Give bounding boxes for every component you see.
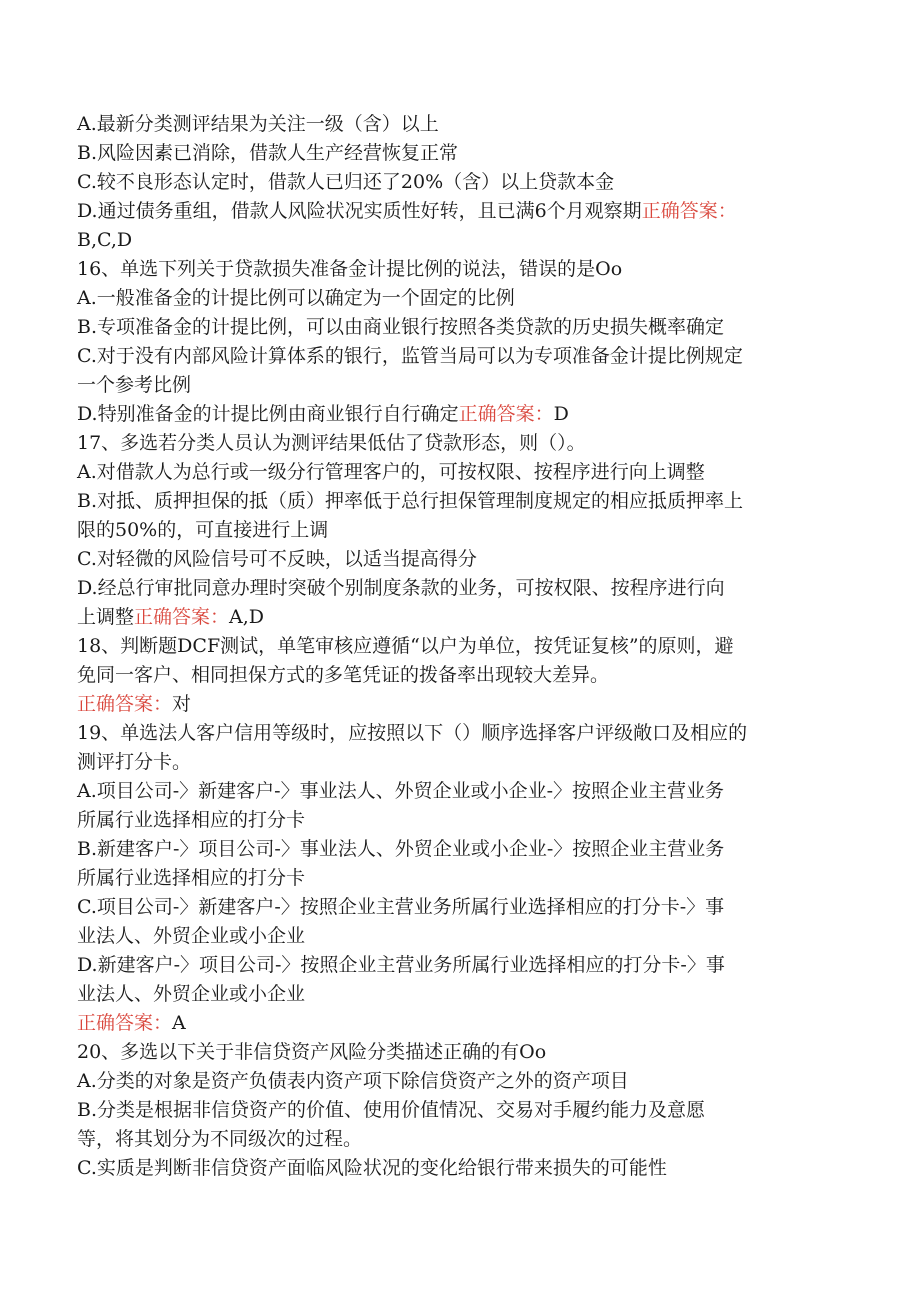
line-text: C.对轻微的风险信号可不反映，以适当提高得分 — [77, 548, 477, 570]
line-text: 一个参考比例 — [77, 374, 192, 396]
line-text: A.最新分类测评结果为关注一级（含）以上 — [77, 113, 439, 135]
document-body — [77, 110, 847, 1183]
text-line — [77, 922, 847, 951]
line-text: 20、多选以下关于非信贷资产风险分类描述正确的有Oo — [77, 1041, 547, 1063]
text-line — [77, 603, 847, 632]
answer-label: 正确答案： — [458, 403, 554, 425]
line-text: 免同一客户、相同担保方式的多笔凭证的拨备率出现较大差异。 — [77, 664, 610, 686]
text-line — [77, 429, 847, 458]
text-line — [77, 545, 847, 574]
line-text: B.风险因素已消除，借款人生产经营恢复正常 — [77, 142, 459, 164]
line-text: 17、多选若分类人员认为测评结果低估了贷款形态，则（）。 — [77, 432, 586, 454]
line-text: B.新建客户-〉项目公司-〉事业法人、外贸企业或小企业-〉按照企业主营业务 — [77, 838, 725, 860]
answer-value: A — [172, 1012, 186, 1034]
text-line — [77, 226, 847, 255]
answer-label: 正确答案： — [134, 606, 230, 628]
text-line — [77, 197, 847, 226]
text-line — [77, 1067, 847, 1096]
line-text: B.对抵、质押担保的抵（质）押率低于总行担保管理制度规定的相应抵质押率上 — [77, 490, 744, 512]
line-text: 所属行业选择相应的打分卡 — [77, 809, 306, 831]
text-line — [77, 371, 847, 400]
line-text: A.对借款人为总行或一级分行管理客户的，可按权限、按程序进行向上调整 — [77, 461, 705, 483]
text-line — [77, 690, 847, 719]
line-text: 上调整 — [77, 606, 135, 628]
text-line — [77, 835, 847, 864]
text-line — [77, 574, 847, 603]
text-line — [77, 168, 847, 197]
text-line — [77, 1125, 847, 1154]
line-text: C.项目公司-〉新建客户-〉按照企业主营业务所属行业选择相应的打分卡-〉事 — [77, 896, 725, 918]
line-text: 测评打分卡。 — [77, 751, 192, 773]
line-text: A.一般准备金的计提比例可以确定为一个固定的比例 — [77, 287, 515, 309]
text-line — [77, 400, 847, 429]
text-line — [77, 1154, 847, 1183]
line-text: B.专项准备金的计提比例，可以由商业银行按照各类贷款的历史损失概率确定 — [77, 316, 725, 338]
text-line — [77, 342, 847, 371]
line-text: A.项目公司-〉新建客户-〉事业法人、外贸企业或小企业-〉按照企业主营业务 — [77, 780, 725, 802]
text-line — [77, 719, 847, 748]
text-line — [77, 1096, 847, 1125]
line-text: 18、判断题DCF测试，单笔审核应遵循“以户为单位，按凭证复核”的原则，避 — [77, 635, 734, 657]
text-line — [77, 313, 847, 342]
answer-label: 正确答案： — [641, 200, 737, 222]
text-line — [77, 980, 847, 1009]
text-line — [77, 893, 847, 922]
text-line — [77, 284, 847, 313]
text-line — [77, 951, 847, 980]
line-text: 业法人、外贸企业或小企业 — [77, 983, 306, 1005]
text-line — [77, 487, 847, 516]
line-text: D.新建客户-〉项目公司-〉按照企业主营业务所属行业选择相应的打分卡-〉事 — [77, 954, 725, 976]
text-line — [77, 864, 847, 893]
answer-label: 正确答案： — [77, 693, 173, 715]
text-line — [77, 1009, 847, 1038]
line-text: C.较不良形态认定时，借款人已归还了20%（含）以上贷款本金 — [77, 171, 615, 193]
text-line — [77, 1038, 847, 1067]
line-text: A.分类的对象是资产负债表内资产项下除信贷资产之外的资产项目 — [77, 1070, 629, 1092]
answer-value: D — [553, 403, 569, 425]
text-line — [77, 139, 847, 168]
answer-label: 正确答案： — [77, 1012, 173, 1034]
line-text: 所属行业选择相应的打分卡 — [77, 867, 306, 889]
line-text: 限的50%的，可直接进行上调 — [77, 519, 329, 541]
line-text: D.经总行审批同意办理时突破个别制度条款的业务，可按权限、按程序进行向 — [77, 577, 725, 599]
line-text: C.实质是判断非信贷资产面临风险状况的变化给银行带来损失的可能性 — [77, 1157, 667, 1179]
line-text: 19、单选法人客户信用等级时，应按照以下（）顺序选择客户评级敞口及相应的 — [77, 722, 748, 744]
text-line — [77, 255, 847, 284]
text-line — [77, 632, 847, 661]
line-text: B.分类是根据非信贷资产的价值、使用价值情况、交易对手履约能力及意愿 — [77, 1099, 706, 1121]
text-line — [77, 661, 847, 690]
line-text: 业法人、外贸企业或小企业 — [77, 925, 306, 947]
line-text: D.通过债务重组，借款人风险状况实质性好转，且已满6个月观察期 — [77, 200, 642, 222]
text-line — [77, 458, 847, 487]
text-line — [77, 748, 847, 777]
line-text: D.特别准备金的计提比例由商业银行自行确定 — [77, 403, 459, 425]
text-line — [77, 516, 847, 545]
line-text: 等，将其划分为不同级次的过程。 — [77, 1128, 363, 1150]
line-text: C.对于没有内部风险计算体系的银行，监管当局可以为专项准备金计提比例规定 — [77, 345, 743, 367]
text-line — [77, 777, 847, 806]
text-line — [77, 806, 847, 835]
text-line — [77, 110, 847, 139]
answer-value: 对 — [172, 693, 192, 715]
line-text: B,C,D — [77, 229, 133, 251]
line-text: 16、单选下列关于贷款损失准备金计提比例的说法，错误的是Oo — [77, 258, 623, 280]
answer-value: A,D — [229, 606, 265, 628]
